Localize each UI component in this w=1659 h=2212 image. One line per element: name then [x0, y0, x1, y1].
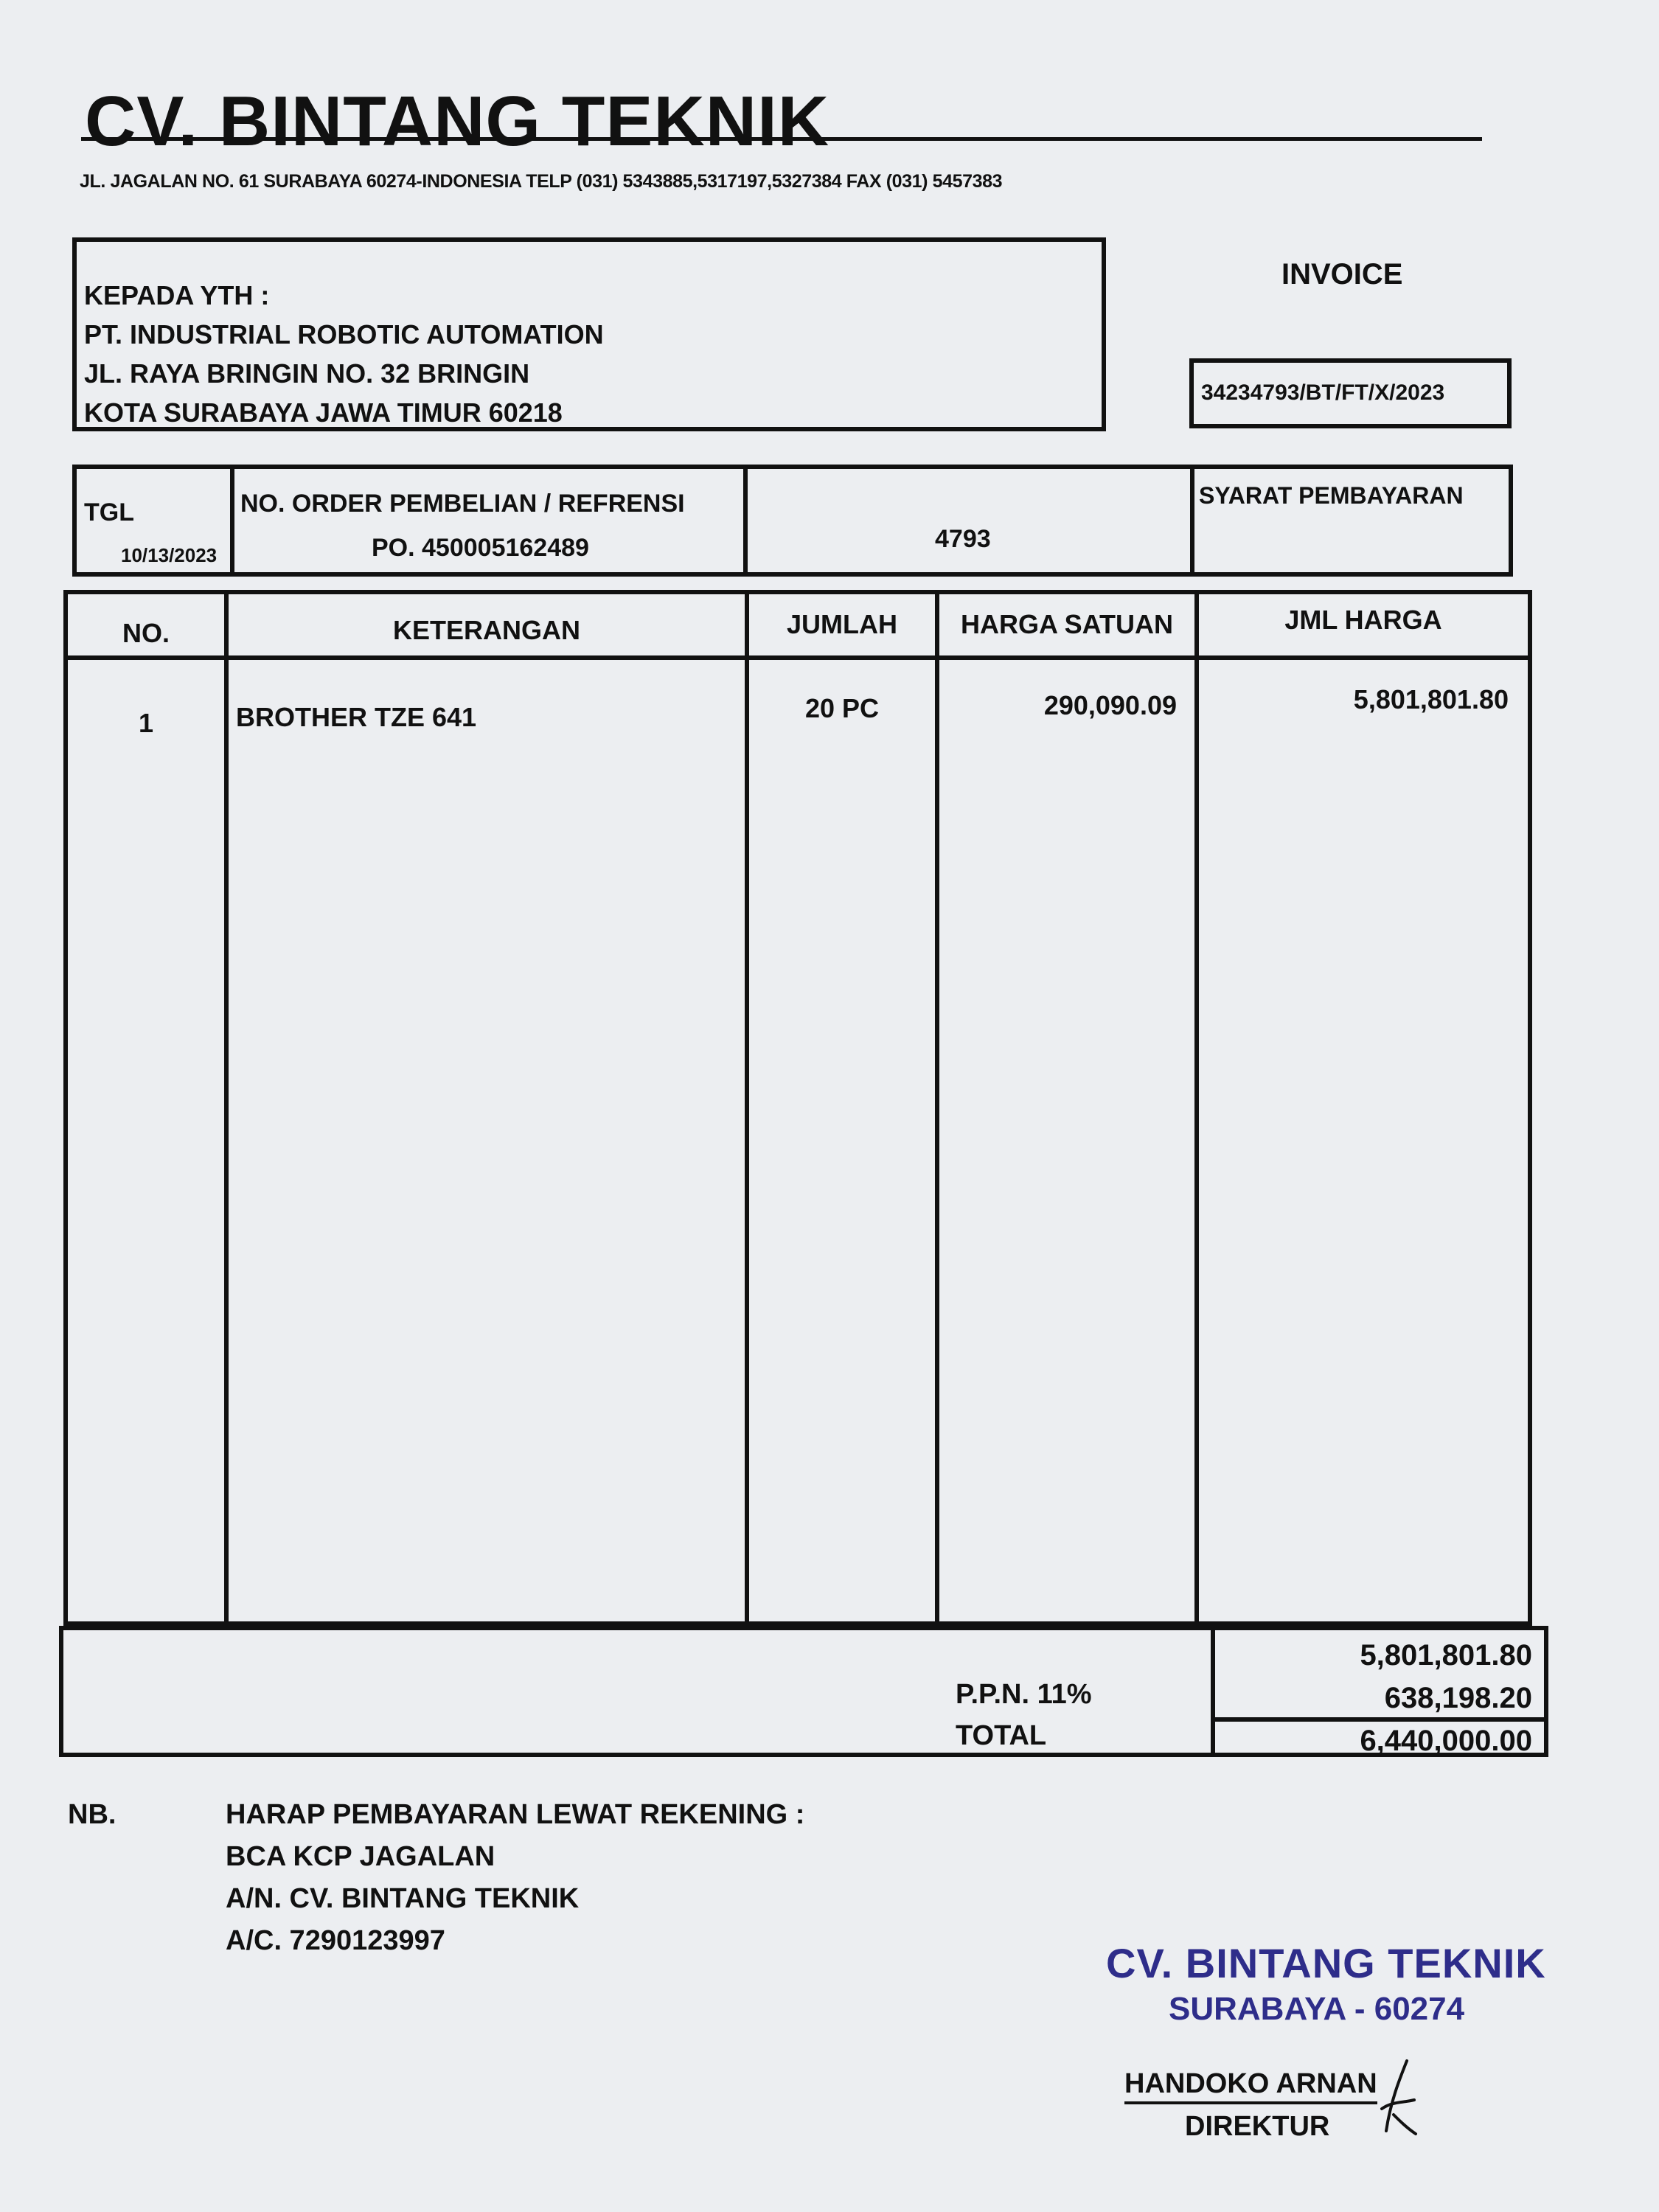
- recipient-name: PT. INDUSTRIAL ROBOTIC AUTOMATION: [84, 319, 604, 349]
- info-divider: [230, 469, 234, 572]
- invoice-date: 10/13/2023: [121, 544, 218, 566]
- order-label: NO. ORDER PEMBELIAN / REFRENSI: [240, 490, 685, 518]
- column-header-amount: JML HARGA: [1284, 605, 1442, 635]
- recipient-city: KOTA SURABAYA JAWA TIMUR 60218: [84, 397, 563, 428]
- account-name: A/N. CV. BINTANG TEKNIK: [226, 1883, 580, 1914]
- column-divider: [745, 594, 749, 1621]
- note-label: NB.: [68, 1799, 116, 1830]
- signatory-name: HANDOKO ARNAN: [1124, 2068, 1377, 2104]
- company-address: JL. JAGALAN NO. 61 SURABAYA 60274-INDONESIA TELP (031) 5343885,5317197,5327384 FAX (031) 5457383: [80, 171, 1003, 192]
- subtotal-value: 5,801,801.80: [1360, 1639, 1532, 1672]
- column-header-no: NO.: [122, 618, 170, 648]
- signature-mark: [1377, 2057, 1422, 2138]
- invoice-number: 34234793/BT/FT/X/2023: [1201, 380, 1445, 405]
- table-header-divider: [68, 655, 1528, 660]
- line-items-table: [63, 590, 1532, 1626]
- recipient-street: JL. RAYA BRINGIN NO. 32 BRINGIN: [84, 358, 530, 389]
- column-divider: [1194, 594, 1199, 1621]
- account-number: A/C. 7290123997: [226, 1925, 445, 1956]
- row-1-description: BROTHER TZE 641: [236, 702, 477, 732]
- recipient-box: [72, 237, 1106, 431]
- column-divider: [224, 594, 229, 1621]
- payment-terms-label: SYARAT PEMBAYARAN: [1199, 482, 1464, 509]
- tax-label: P.P.N. 11%: [956, 1679, 1092, 1710]
- info-divider: [1190, 469, 1194, 572]
- row-1-amount: 5,801,801.80: [1353, 684, 1509, 714]
- column-header-quantity: JUMLAH: [787, 609, 897, 639]
- total-label: TOTAL: [956, 1720, 1047, 1751]
- info-divider: [743, 469, 748, 572]
- column-divider: [935, 594, 939, 1621]
- order-number: PO. 450005162489: [372, 534, 589, 562]
- row-1-unit-price: 290,090.09: [1043, 690, 1177, 720]
- row-1-no: 1: [138, 708, 154, 738]
- tax-value: 638,198.20: [1384, 1682, 1532, 1714]
- total-rule: [1211, 1717, 1544, 1722]
- stamp-city: SURABAYA - 60274: [1169, 1991, 1465, 2027]
- order-info-box: [72, 465, 1513, 577]
- header-divider: [81, 137, 1482, 141]
- invoice-number-box: [1189, 358, 1512, 428]
- reference-value: 4793: [935, 525, 991, 553]
- company-stamp: CV. BINTANG TEKNIK: [1106, 1940, 1546, 1986]
- column-header-unit-price: HARGA SATUAN: [961, 609, 1173, 639]
- invoice-title: INVOICE: [1281, 258, 1403, 291]
- company-name: CV. BINTANG TEKNIK: [85, 82, 830, 161]
- date-label: TGL: [84, 498, 134, 526]
- row-1-quantity: 20 PC: [804, 693, 880, 723]
- bank-name: BCA KCP JAGALAN: [226, 1841, 495, 1872]
- recipient-label: KEPADA YTH :: [84, 280, 270, 310]
- note-line: HARAP PEMBAYARAN LEWAT REKENING :: [226, 1799, 805, 1830]
- total-value: 6,440,000.00: [1360, 1725, 1532, 1757]
- totals-box: [59, 1626, 1548, 1757]
- signatory-title: DIREKTUR: [1185, 2111, 1330, 2142]
- column-header-description: KETERANGAN: [392, 615, 580, 645]
